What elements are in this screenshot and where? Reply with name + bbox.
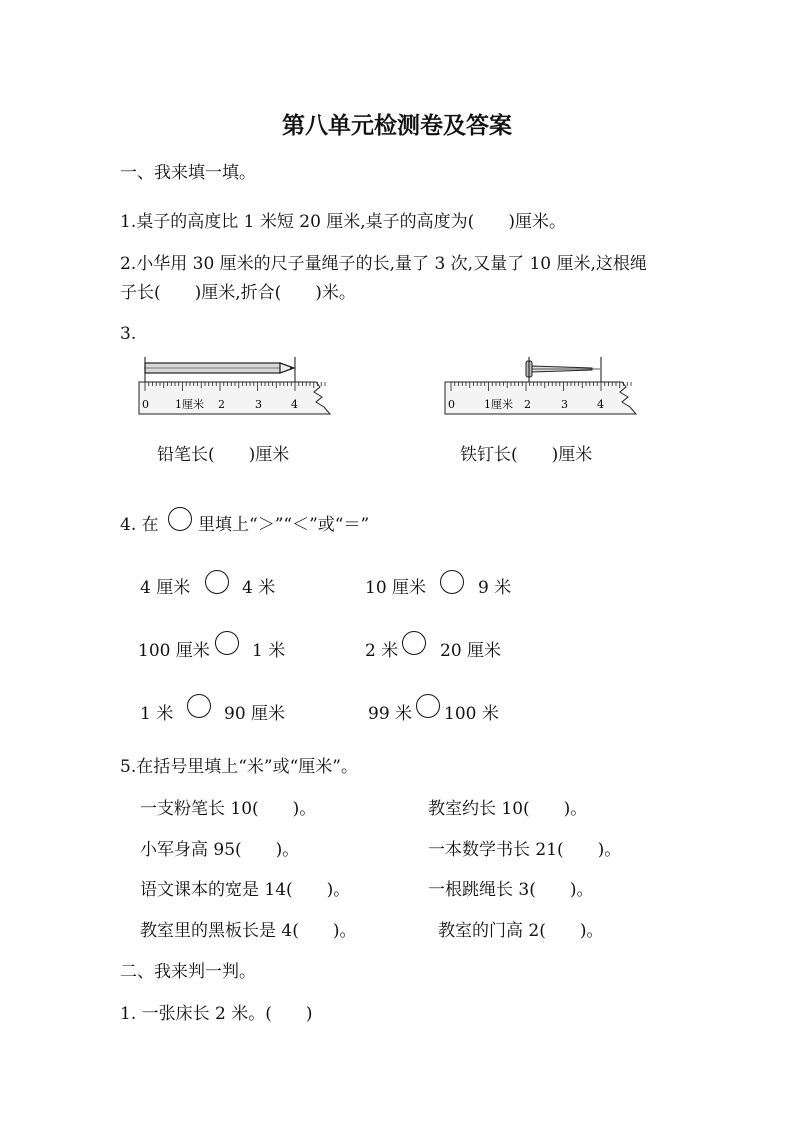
question-1: 1.桌子的高度比 1 米短 20 厘米,桌子的高度为( )厘米。 [120, 212, 566, 232]
compare-left: 99 米 [368, 704, 413, 724]
compare-left: 1 米 [140, 704, 174, 724]
section1-heading: 一、我来填一填。 [120, 163, 256, 183]
compare-right: 4 米 [242, 578, 276, 598]
question-5-heading: 5.在括号里填上“米”或“厘米”。 [120, 757, 358, 777]
section2-heading: 二、我来判一判。 [120, 962, 256, 982]
pencil-icon [145, 363, 294, 373]
fill-item: 一本数学书长 21( )。 [428, 840, 622, 860]
compare-circle [215, 631, 239, 655]
nail-icon [526, 361, 600, 377]
pencil-ruler-figure [136, 355, 336, 419]
compare-right: 20 厘米 [440, 641, 502, 661]
ruler-tick-label: 1厘米 [484, 398, 513, 411]
compare-left: 4 厘米 [140, 578, 191, 598]
ruler-tick-label: 2 [524, 398, 531, 411]
question-4-prefix: 4. 在 [120, 515, 159, 535]
compare-circle [187, 694, 211, 718]
fill-item: 教室的门高 2( )。 [438, 921, 604, 941]
ruler-tick-label: 0 [142, 398, 149, 411]
ruler-tick-label: 4 [291, 398, 298, 411]
ruler-tick-label: 2 [218, 398, 225, 411]
question-2-line1: 2.小华用 30 厘米的尺子量绳子的长,量了 3 次,又量了 10 厘米,这根绳 [120, 254, 647, 274]
question-2-line2: 子长( )厘米,折合( )米。 [120, 283, 356, 303]
ruler-tick-label: 0 [448, 398, 455, 411]
compare-right: 90 厘米 [224, 704, 286, 724]
fill-item: 语文课本的宽是 14( )。 [140, 880, 351, 900]
ruler-icon [445, 382, 636, 414]
compare-circle [205, 570, 229, 594]
question-4-instruction: 里填上“＞”“＜”或“＝” [198, 515, 370, 535]
ruler-tick-label: 3 [561, 398, 568, 411]
fill-item: 一根跳绳长 3( )。 [428, 880, 594, 900]
compare-circle [168, 507, 192, 531]
nail-ruler-figure [442, 355, 642, 419]
compare-left: 100 厘米 [138, 641, 210, 661]
compare-right: 100 米 [444, 704, 499, 724]
ruler-icon [139, 382, 330, 414]
fill-item: 一支粉笔长 10( )。 [140, 799, 317, 819]
compare-right: 9 米 [478, 578, 512, 598]
fill-item: 教室里的黑板长是 4( )。 [140, 921, 357, 941]
nail-caption: 铁钉长( )厘米 [460, 445, 593, 465]
compare-circle [416, 694, 440, 718]
compare-right: 1 米 [252, 641, 286, 661]
fill-item: 教室约长 10( )。 [428, 799, 588, 819]
fill-item: 小军身高 95( )。 [140, 840, 300, 860]
ruler-tick-label: 4 [597, 398, 604, 411]
ruler-tick-label: 1厘米 [175, 398, 204, 411]
judge-question-1: 1. 一张床长 2 米。( ) [120, 1004, 313, 1024]
compare-left: 2 米 [365, 641, 399, 661]
page-title: 第八单元检测卷及答案 [282, 113, 512, 139]
ruler-tick-label: 3 [255, 398, 262, 411]
compare-left: 10 厘米 [365, 578, 427, 598]
pencil-caption: 铅笔长( )厘米 [157, 445, 290, 465]
question-3-label: 3. [120, 324, 137, 344]
compare-circle [402, 631, 426, 655]
compare-circle [440, 570, 464, 594]
